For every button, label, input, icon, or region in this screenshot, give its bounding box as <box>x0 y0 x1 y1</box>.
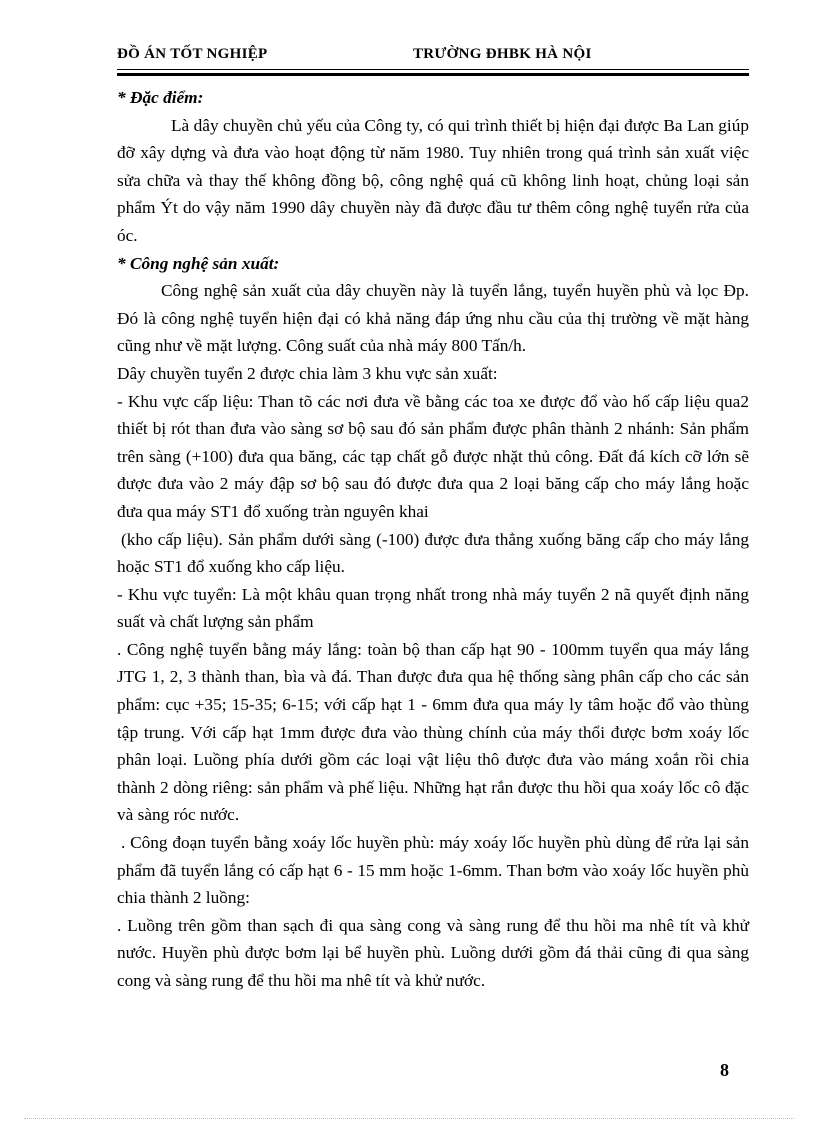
paragraph-streams: . Luồng trên gồm than sạch đi qua sàng cong và sàng rung để thu hồi ma nhê tít và khử nước. Huyền phù được bơm lại bể huyền phù. Luồng dưới gồm đá thải cũng đi qua sàng cong và sàng rung để thu hồi ma nhê tít và khử nước. <box>117 915 749 990</box>
paragraph-features: Là dây chuyền chủ yếu của Công ty, có qui trình thiết bị hiện đại được Ba Lan giúp đỡ xây dựng và đưa vào hoạt động từ năm 1980. Tuy nhiên trong quá trình sản xuất việc sửa chữa và thay thế không đồng bộ, công nghệ quá cũ không linh hoạt, chủng loại sản phẩm Ýt do vậy năm 1990 dây chuyền này đã được đầu tư thêm công nghệ tuyển rửa của óc. <box>117 115 749 245</box>
paragraph-feed-area: - Khu vực cấp liệu: Than tõ các nơi đưa về bằng các toa xe được đổ vào hố cấp liệu qua2 thiết bị rót than đưa vào sàng sơ bộ sau đó sản phẩm được phân thành 2 nhánh: Sản phẩm trên sàng (+100) đưa qua băng, các tạp chất gỗ được nhặt thủ công. Đất đá kích cỡ lớn sẽ được đưa vào 2 máy đập sơ bộ sau đó được đưa qua 2 loại băng cấp cho máy lắng hoặc đưa qua máy ST1 đổ xuống tràn nguyên khai <box>117 391 749 521</box>
document-body <box>117 84 749 995</box>
header-rule-thick <box>117 73 749 76</box>
header-university: TRƯỜNG ĐHBK HÀ NỘI <box>413 46 592 62</box>
page-header <box>117 46 749 68</box>
page-number: 8 <box>720 1060 729 1080</box>
heading-features: * Đặc điểm: <box>117 88 204 107</box>
header-rule-thin <box>117 69 749 70</box>
paragraph-beneficiation-area: - Khu vực tuyển: Là một khâu quan trọng nhất trong nhà máy tuyển 2 nã quyết định năng suất và chất lượng sản phẩm <box>117 584 749 632</box>
heading-production-technology: * Công nghệ sản xuất: <box>117 253 280 273</box>
paragraph-jig-technology: . Công nghệ tuyển bằng máy lắng: toàn bộ than cấp hạt 90 - 100mm tuyển qua máy lắng JTG 1, 2, 3 thành than, bìa và đá. Than được đưa qua hệ thống sàng phân cấp cho các sản phẩm: cục +35; 15-35; 6-15; với cấp hạt 1 - 6mm đưa qua máy ly tâm hoặc đổ vào thùng tập trung. Với cấp hạt 1mm được đưa vào thùng chính của máy thổi được bơm xoáy lốc phân loại. Luồng phía dưới gồm các loại vật liệu thô được đưa vào máng xoắn rồi chia thành 2 dòng riêng: sản phẩm và phế liệu. Những hạt rắn được thu hồi qua xoáy lốc cô đặc và sàng róc nước. <box>117 639 749 825</box>
paragraph-production-areas: Dây chuyền tuyển 2 được chia làm 3 khu vực sản xuất: <box>117 363 498 383</box>
paragraph-cyclone-stage: . Công đoạn tuyển bằng xoáy lốc huyền phù: máy xoáy lốc huyền phù dùng để rửa lại sản phẩm đã tuyển lắng có cấp hạt 6 - 15 mm hoặc 1-6mm. Than bơm vào xoáy lốc huyền phù chia thành 2 luồng: <box>117 833 749 908</box>
footer-divider <box>24 1118 794 1119</box>
header-thesis-title: ĐỒ ÁN TỐT NGHIỆP <box>117 46 268 62</box>
paragraph-technology-intro: Công nghệ sản xuất của dây chuyền này là tuyển lắng, tuyển huyền phù và lọc Đp. Đó là công nghệ tuyển hiện đại có khả năng đáp ứng nhu cầu của thị trường về mặt hàng cũng như về mặt lượng. Công suất của nhà máy 800 Tấn/h. <box>117 281 749 356</box>
paragraph-feed-storage: (kho cấp liệu). Sản phẩm dưới sàng (-100) được đưa thẳng xuống băng cấp cho máy lắng hoặc ST1 đổ xuống kho cấp liệu. <box>117 529 749 577</box>
